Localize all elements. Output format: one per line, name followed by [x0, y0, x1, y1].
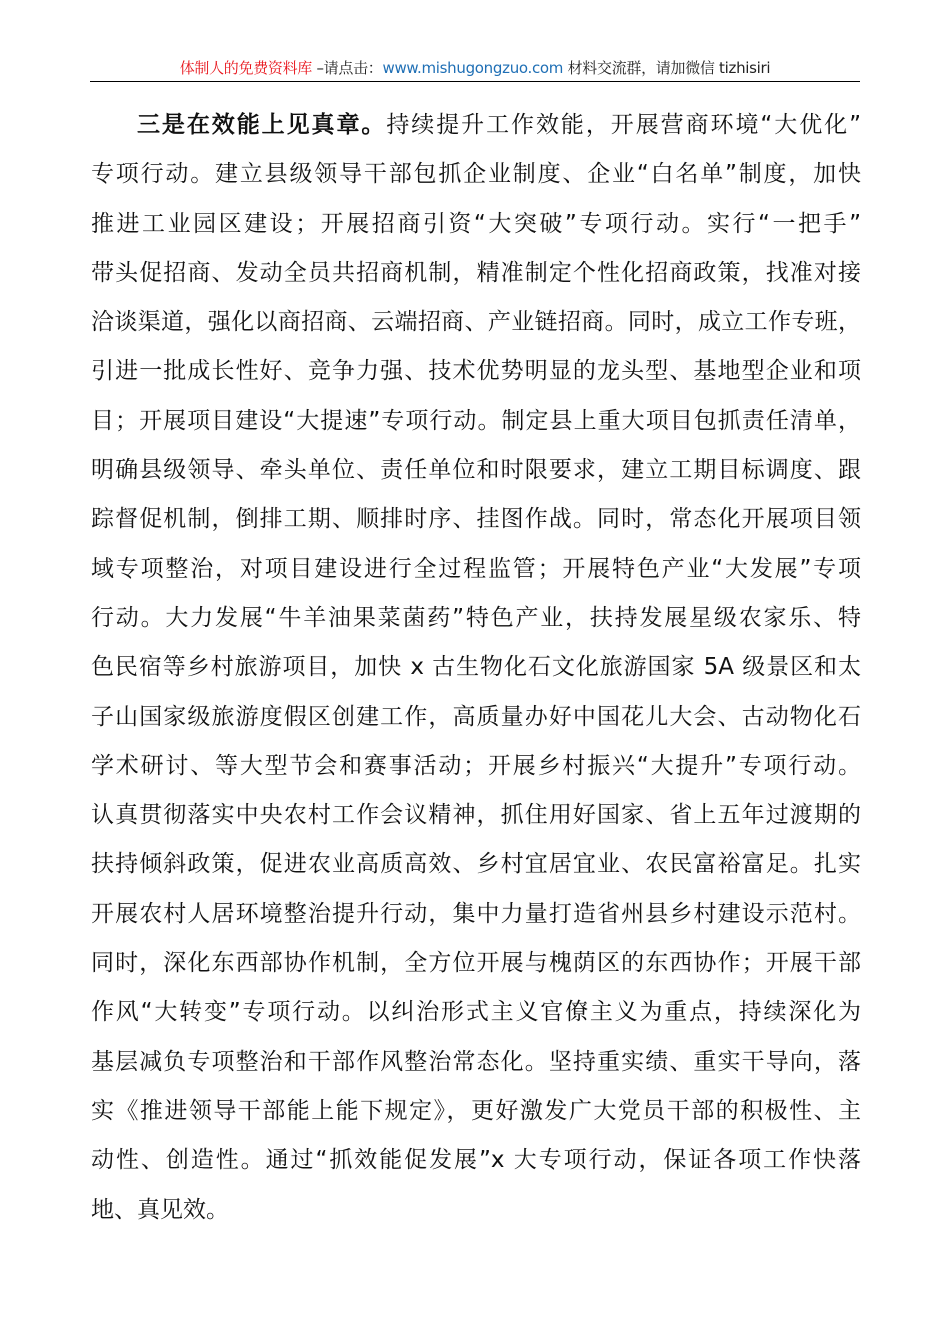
paragraph-line: 扶持倾斜政策，促进农业高质高效、乡村宜居宜业、农民富裕富足。扎实 — [91, 851, 861, 878]
paragraph-line: 作风“大转变”专项行动。以纠治形式主义官僚主义为重点，持续深化为 — [91, 999, 861, 1026]
header-separator: –请点击： — [312, 59, 383, 77]
paragraph-line: 推进工业园区建设；开展招商引资“大突破”专项行动。实行“一把手” — [91, 210, 861, 237]
paragraph-line: 明确县级领导、牵头单位、责任单位和时限要求，建立工期目标调度、跟 — [91, 457, 861, 484]
paragraph-line: 专项行动。建立县级领导干部包抓企业制度、企业“白名单”制度，加快 — [91, 161, 861, 188]
paragraph-line: 认真贯彻落实中央农村工作会议精神，抓住用好国家、省上五年过渡期的 — [91, 802, 861, 829]
lead-heading: 三是在效能上见真章。 — [137, 112, 387, 138]
paragraph-line: 带头促招商、发动全员共招商机制，精准制定个性化招商政策，找准对接 — [91, 259, 861, 286]
page-header — [90, 56, 860, 80]
paragraph-line: 动性、创造性。通过“抓效能促发展”x 大专项行动，保证各项工作快落 — [91, 1147, 861, 1174]
line-text: 持续提升工作效能，开展营商环境“大优化” — [386, 112, 861, 138]
paragraph-line: 子山国家级旅游度假区创建工作，高质量办好中国花儿大会、古动物化石 — [91, 703, 861, 730]
paragraph-line: 开展农村人居环境整治提升行动，集中力量打造省州县乡村建设示范村。 — [91, 900, 861, 927]
document-body — [91, 101, 861, 1235]
paragraph-line: 同时，深化东西部协作机制，全方位开展与槐荫区的东西协作；开展干部 — [91, 950, 861, 977]
header-url-link[interactable]: www.mishugongzuo.com — [382, 59, 564, 77]
paragraph-line: 学术研讨、等大型节会和赛事活动；开展乡村振兴“大提升”专项行动。 — [91, 752, 861, 779]
paragraph-line — [91, 101, 861, 150]
header-tail: 材料交流群，请加微信 tizhisiri — [563, 59, 771, 77]
paragraph-line: 引进一批成长性好、竞争力强、技术优势明显的龙头型、基地型企业和项 — [91, 358, 861, 385]
paragraph-line: 实《推进领导干部能上能下规定》，更好激发广大党员干部的积极性、主 — [91, 1097, 861, 1124]
paragraph-line: 色民宿等乡村旅游项目，加快 x 古生物化石文化旅游国家 5A 级景区和太 — [91, 654, 861, 681]
paragraph-line: 洽谈渠道，强化以商招商、云端招商、产业链招商。同时，成立工作专班， — [91, 309, 861, 336]
paragraph-line: 踪督促机制，倒排工期、顺排时序、挂图作战。同时，常态化开展项目领 — [91, 506, 861, 533]
paragraph-line: 地、真见效。 — [91, 1196, 229, 1223]
paragraph-line: 目；开展项目建设“大提速”专项行动。制定县上重大项目包抓责任清单， — [91, 407, 861, 434]
paragraph-line: 域专项整治，对项目建设进行全过程监管；开展特色产业“大发展”专项 — [91, 555, 861, 582]
paragraph-line: 基层减负专项整治和干部作风整治常态化。坚持重实绩、重实干导向，落 — [91, 1048, 861, 1075]
header-divider — [90, 81, 860, 82]
header-brand: 体制人的免费资料库 — [179, 59, 313, 77]
paragraph-line: 行动。大力发展“牛羊油果菜菌药”特色产业，扶持发展星级农家乐、特 — [91, 604, 861, 631]
